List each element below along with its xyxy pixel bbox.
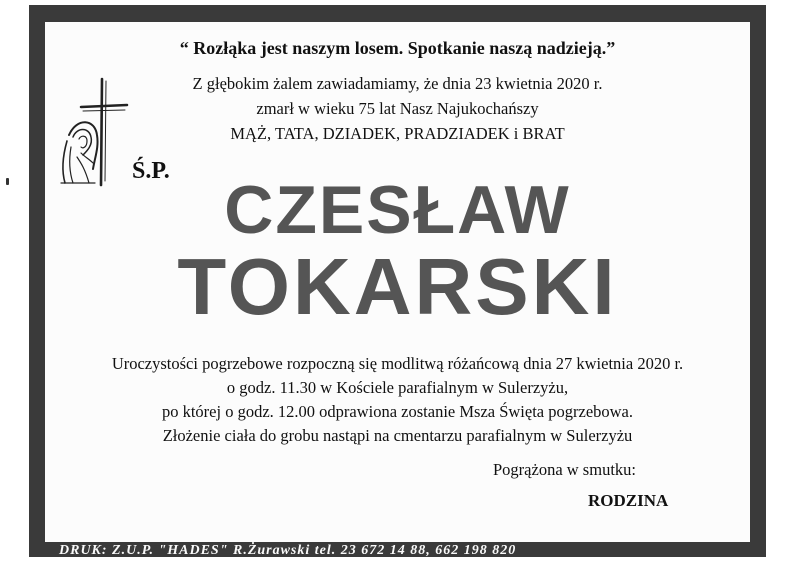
intro-line: Z głębokim żalem zawiadamiamy, że dnia 23 kwietnia 2020 r. <box>192 74 603 93</box>
cross-with-mourning-figure-icon <box>55 77 130 187</box>
family-signature: RODZINA <box>588 491 669 510</box>
funeral-line: Złożenie ciała do grobu nastąpi na cmentarzu parafialnym w Sulerzyżu <box>162 426 633 445</box>
funeral-line: Uroczystości pogrzebowe rozpoczną się modlitwą różańcową dnia 27 kwietnia 2020 r. <box>111 354 684 373</box>
scan-mark <box>6 178 9 185</box>
printer-credit: DRUK: Z.U.P. "HADES" R.Żurawski tel. 23 672 14 88, 662 198 820 <box>59 543 517 558</box>
deceased-prefix: Ś.P. <box>132 158 170 184</box>
funeral-line: o godz. 11.30 w Kościele parafialnym w Sulerzyżu, <box>226 378 569 397</box>
intro-line: zmarł w wieku 75 lat Nasz Najukochańszy <box>256 99 539 118</box>
last-name: TOKARSKI <box>177 242 618 331</box>
funeral-details <box>45 352 750 448</box>
first-name: CZESŁAW <box>224 172 571 248</box>
obituary-frame <box>29 5 766 557</box>
mourning-label: Pogrążona w smutku: <box>493 460 636 479</box>
announcement-intro <box>45 71 750 146</box>
obituary-panel <box>45 22 750 542</box>
motto-quote: “ Rozłąka jest naszym losem. Spotkanie naszą nadzieją.” <box>179 38 616 58</box>
intro-line: MĄŻ, TATA, DZIADEK, PRADZIADEK i BRAT <box>230 124 565 143</box>
funeral-line: po której o godz. 12.00 odprawiona zostanie Msza Święta pogrzebowa. <box>161 402 634 421</box>
